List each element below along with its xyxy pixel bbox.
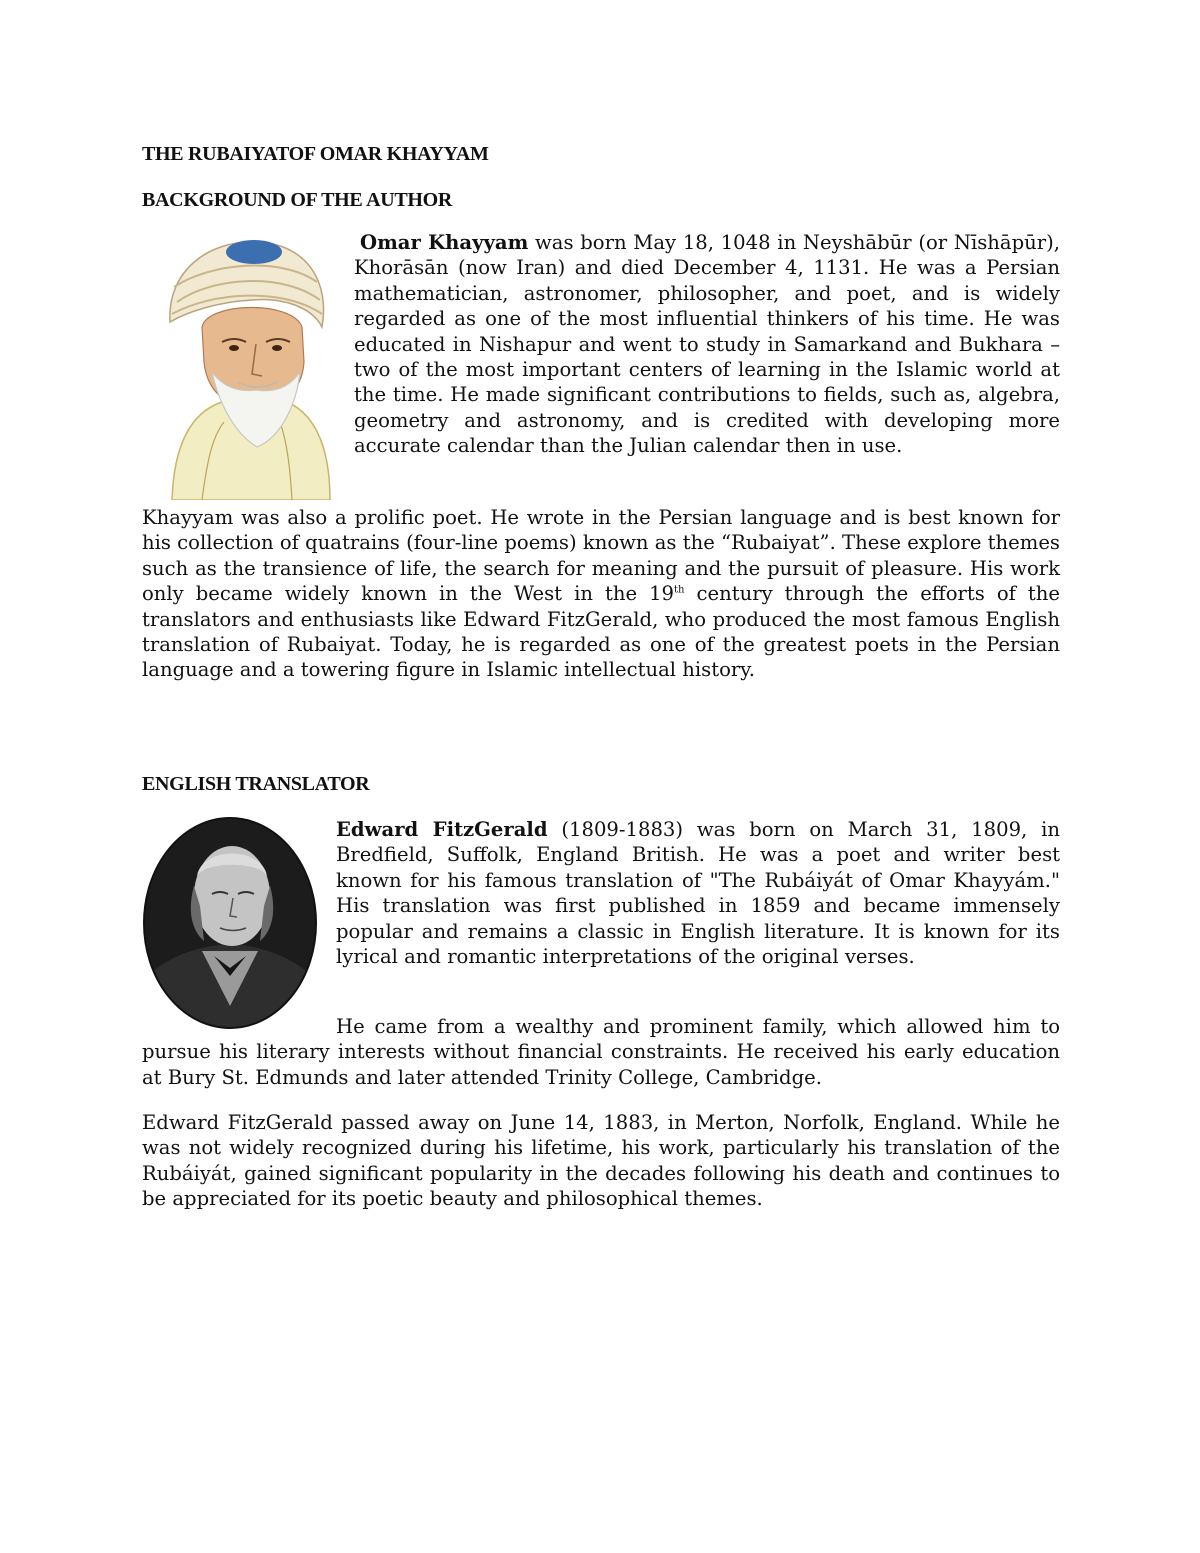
omar-khayyam-portrait xyxy=(162,232,332,500)
author-poetry-text-a: Khayyam was also a prolific poet. He wrote in the Persian language and is best known for his collection of quatrains (four-line poems) known as the “Rubaiyat”. These explore themes such as the transience of life, the search for meaning and the pursuit of pleasure. His work only became widely known in the West in the 19 xyxy=(142,506,1060,606)
translator-legacy-text: Edward FitzGerald passed away on June 14, 1883, in Merton, Norfolk, England. While he was not widely recognized during his lifetime, his work, particularly his translation of the Rubáiyát, gained significant popularity in the decades following his death and continues to be appreciated for its poetic beauty and philosophical themes. xyxy=(142,1111,1060,1211)
author-section-heading: BACKGROUND OF THE AUTHOR xyxy=(142,189,453,211)
author-name: Omar Khayyam xyxy=(360,231,529,254)
document-title: THE RUBAIYATOF OMAR KHAYYAM xyxy=(142,143,489,165)
translator-section-heading: ENGLISH TRANSLATOR xyxy=(142,773,370,795)
author-poetry-text-b: century through the efforts of the translators and enthusiasts like Edward FitzGerald, who produced the most famous English translation of Rubaiyat. Today, he is regarded as one of the greatest poets in the Persian language and a towering figure in Islamic intellectual history. xyxy=(142,582,1060,682)
translator-intro-text: (1809-1883) was born on March 31, 1809, in Bredfield, Suffolk, England British. He was a poet and writer best known for his famous translation of "The Rubáiyát of Omar Khayyám." His translation was first published in 1859 and became immensely popular and remains a classic in English literature. It is known for its lyrical and romantic interpretations of the original verses. xyxy=(336,818,1060,969)
author-intro-text: was born May 18, 1048 in Neyshābūr (or Nīshāpūr), Khorāsān (now Iran) and died December 4, 1131. He was a Persian mathematician, astronomer, philosopher, and poet, and is widely regarded as one of the most influential thinkers of his time. He was educated in Nishapur and went to study in Samarkand and Bukhara – two of the most important centers of learning in the Islamic world at the time. He made significant contributions to fields, such as, algebra, geometry and astronomy, and is credited with developing more accurate calendar than the Julian calendar then in use. xyxy=(354,231,1061,458)
translator-intro-paragraph xyxy=(336,817,1060,969)
translator-family-paragraph xyxy=(142,1014,1060,1090)
translator-legacy-paragraph xyxy=(142,1110,1060,1212)
translator-name: Edward FitzGerald xyxy=(336,818,548,841)
author-poetry-paragraph xyxy=(142,505,1060,683)
ordinal-suffix: th xyxy=(674,584,685,596)
author-intro-paragraph xyxy=(354,230,1060,459)
edward-fitzgerald-portrait xyxy=(142,816,318,1030)
translator-family-text: He came from a wealthy and prominent family, which allowed him to pursue his literary interests without financial constraints. He received his early education at Bury St. Edmunds and later attended Trinity College, Cambridge. xyxy=(142,1015,1060,1089)
